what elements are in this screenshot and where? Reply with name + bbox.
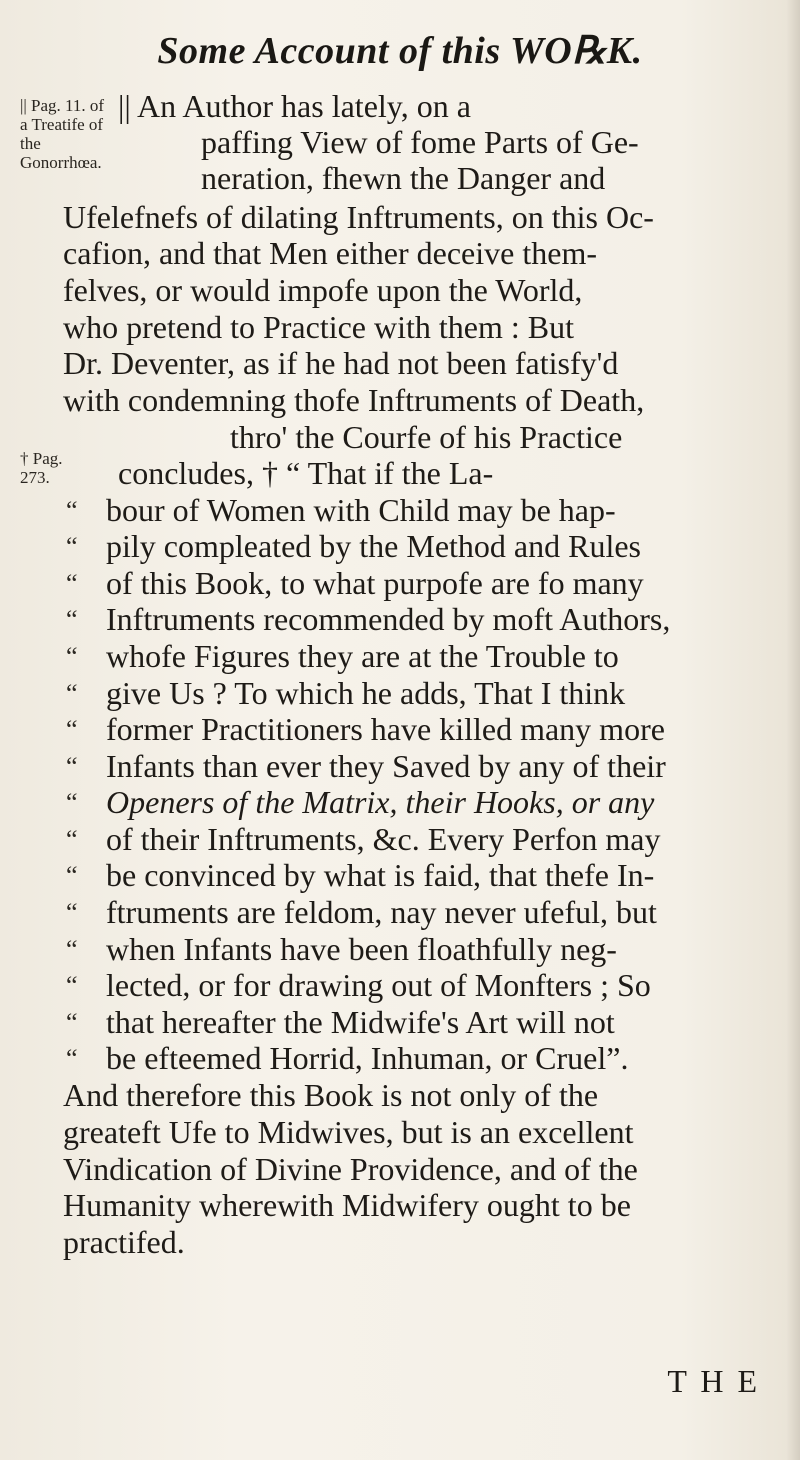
text-line: be convinced by what is faid, that thefe In- — [106, 857, 655, 893]
quote-mark: “ — [66, 715, 78, 744]
text-line: Vindication of Divine Providence, and of the — [63, 1151, 638, 1187]
text-line: concludes, † “ That if the La- — [118, 455, 494, 491]
page-edge-shadow — [786, 0, 800, 1460]
text-line: practifed. — [63, 1224, 185, 1260]
text-line: paffing View of fome Parts of Ge- — [201, 124, 639, 160]
text-line: cafion, and that Men either deceive them- — [63, 235, 597, 271]
text-line: former Practitioners have killed many more — [106, 711, 665, 747]
text-line: of their Inftruments, &c. Every Perfon may — [106, 821, 661, 857]
text-line: when Infants have been floathfully neg- — [106, 931, 617, 967]
text-line: with condemning thofe Inftruments of Death, — [63, 382, 645, 418]
quote-mark: “ — [66, 971, 78, 1000]
text-line: Ufelefnefs of dilating Inftruments, on this Oc- — [63, 199, 654, 235]
text-line: Dr. Deventer, as if he had not been fatisfy'd — [63, 345, 619, 381]
text-line: lected, or for drawing out of Monfters ; So — [106, 967, 651, 1003]
text-line: Openers of the Matrix, their Hooks, or any — [106, 784, 655, 820]
quote-mark: “ — [66, 605, 78, 634]
text-line: || An Author has lately, on a — [118, 88, 471, 124]
text-line: greateft Ufe to Midwives, but is an excellent — [63, 1114, 634, 1150]
text-line: And therefore this Book is not only of the — [63, 1077, 599, 1113]
text-line: pily compleated by the Method and Rules — [106, 528, 641, 564]
text-line: that hereafter the Midwife's Art will not — [106, 1004, 615, 1040]
quote-mark: “ — [66, 935, 78, 964]
quote-mark: “ — [66, 898, 78, 927]
quote-mark: “ — [66, 861, 78, 890]
quote-mark: “ — [66, 752, 78, 781]
text-line: give Us ? To which he adds, That I think — [106, 675, 626, 711]
quote-mark: “ — [66, 679, 78, 708]
quote-mark: “ — [66, 1044, 78, 1073]
margin-note-treatise: || Pag. 11. of a Treatife of the Gonorrhœa. — [20, 96, 105, 172]
quote-mark: “ — [66, 569, 78, 598]
quote-mark: “ — [66, 788, 78, 817]
text-line: felves, or would impofe upon the World, — [63, 272, 583, 308]
running-head: Some Account of this WO℞K. — [157, 30, 643, 72]
quote-mark: “ — [66, 532, 78, 561]
text-line: thro' the Courfe of his Practice — [230, 419, 623, 455]
text-line: whofe Figures they are at the Trouble to — [106, 638, 619, 674]
text-line: be efteemed Horrid, Inhuman, or Cruel”. — [106, 1040, 629, 1076]
text-line: Inftruments recommended by moft Authors, — [106, 601, 671, 637]
text-line: bour of Women with Child may be hap- — [106, 492, 616, 528]
margin-note-page-ref: † Pag. 273. — [20, 449, 63, 487]
quote-mark: “ — [66, 642, 78, 671]
text-line: Infants than ever they Saved by any of their — [106, 748, 666, 784]
catchword: T H E — [667, 1363, 760, 1399]
text-line: who pretend to Practice with them : But — [63, 309, 574, 345]
quote-mark: “ — [66, 825, 78, 854]
quote-mark: “ — [66, 1008, 78, 1037]
quote-mark: “ — [66, 496, 78, 525]
text-line: ftruments are feldom, nay never ufeful, but — [106, 894, 657, 930]
text-line: Humanity wherewith Midwifery ought to be — [63, 1187, 631, 1223]
text-line: neration, fhewn the Danger and — [201, 160, 606, 196]
text-line: of this Book, to what purpofe are fo many — [106, 565, 644, 601]
